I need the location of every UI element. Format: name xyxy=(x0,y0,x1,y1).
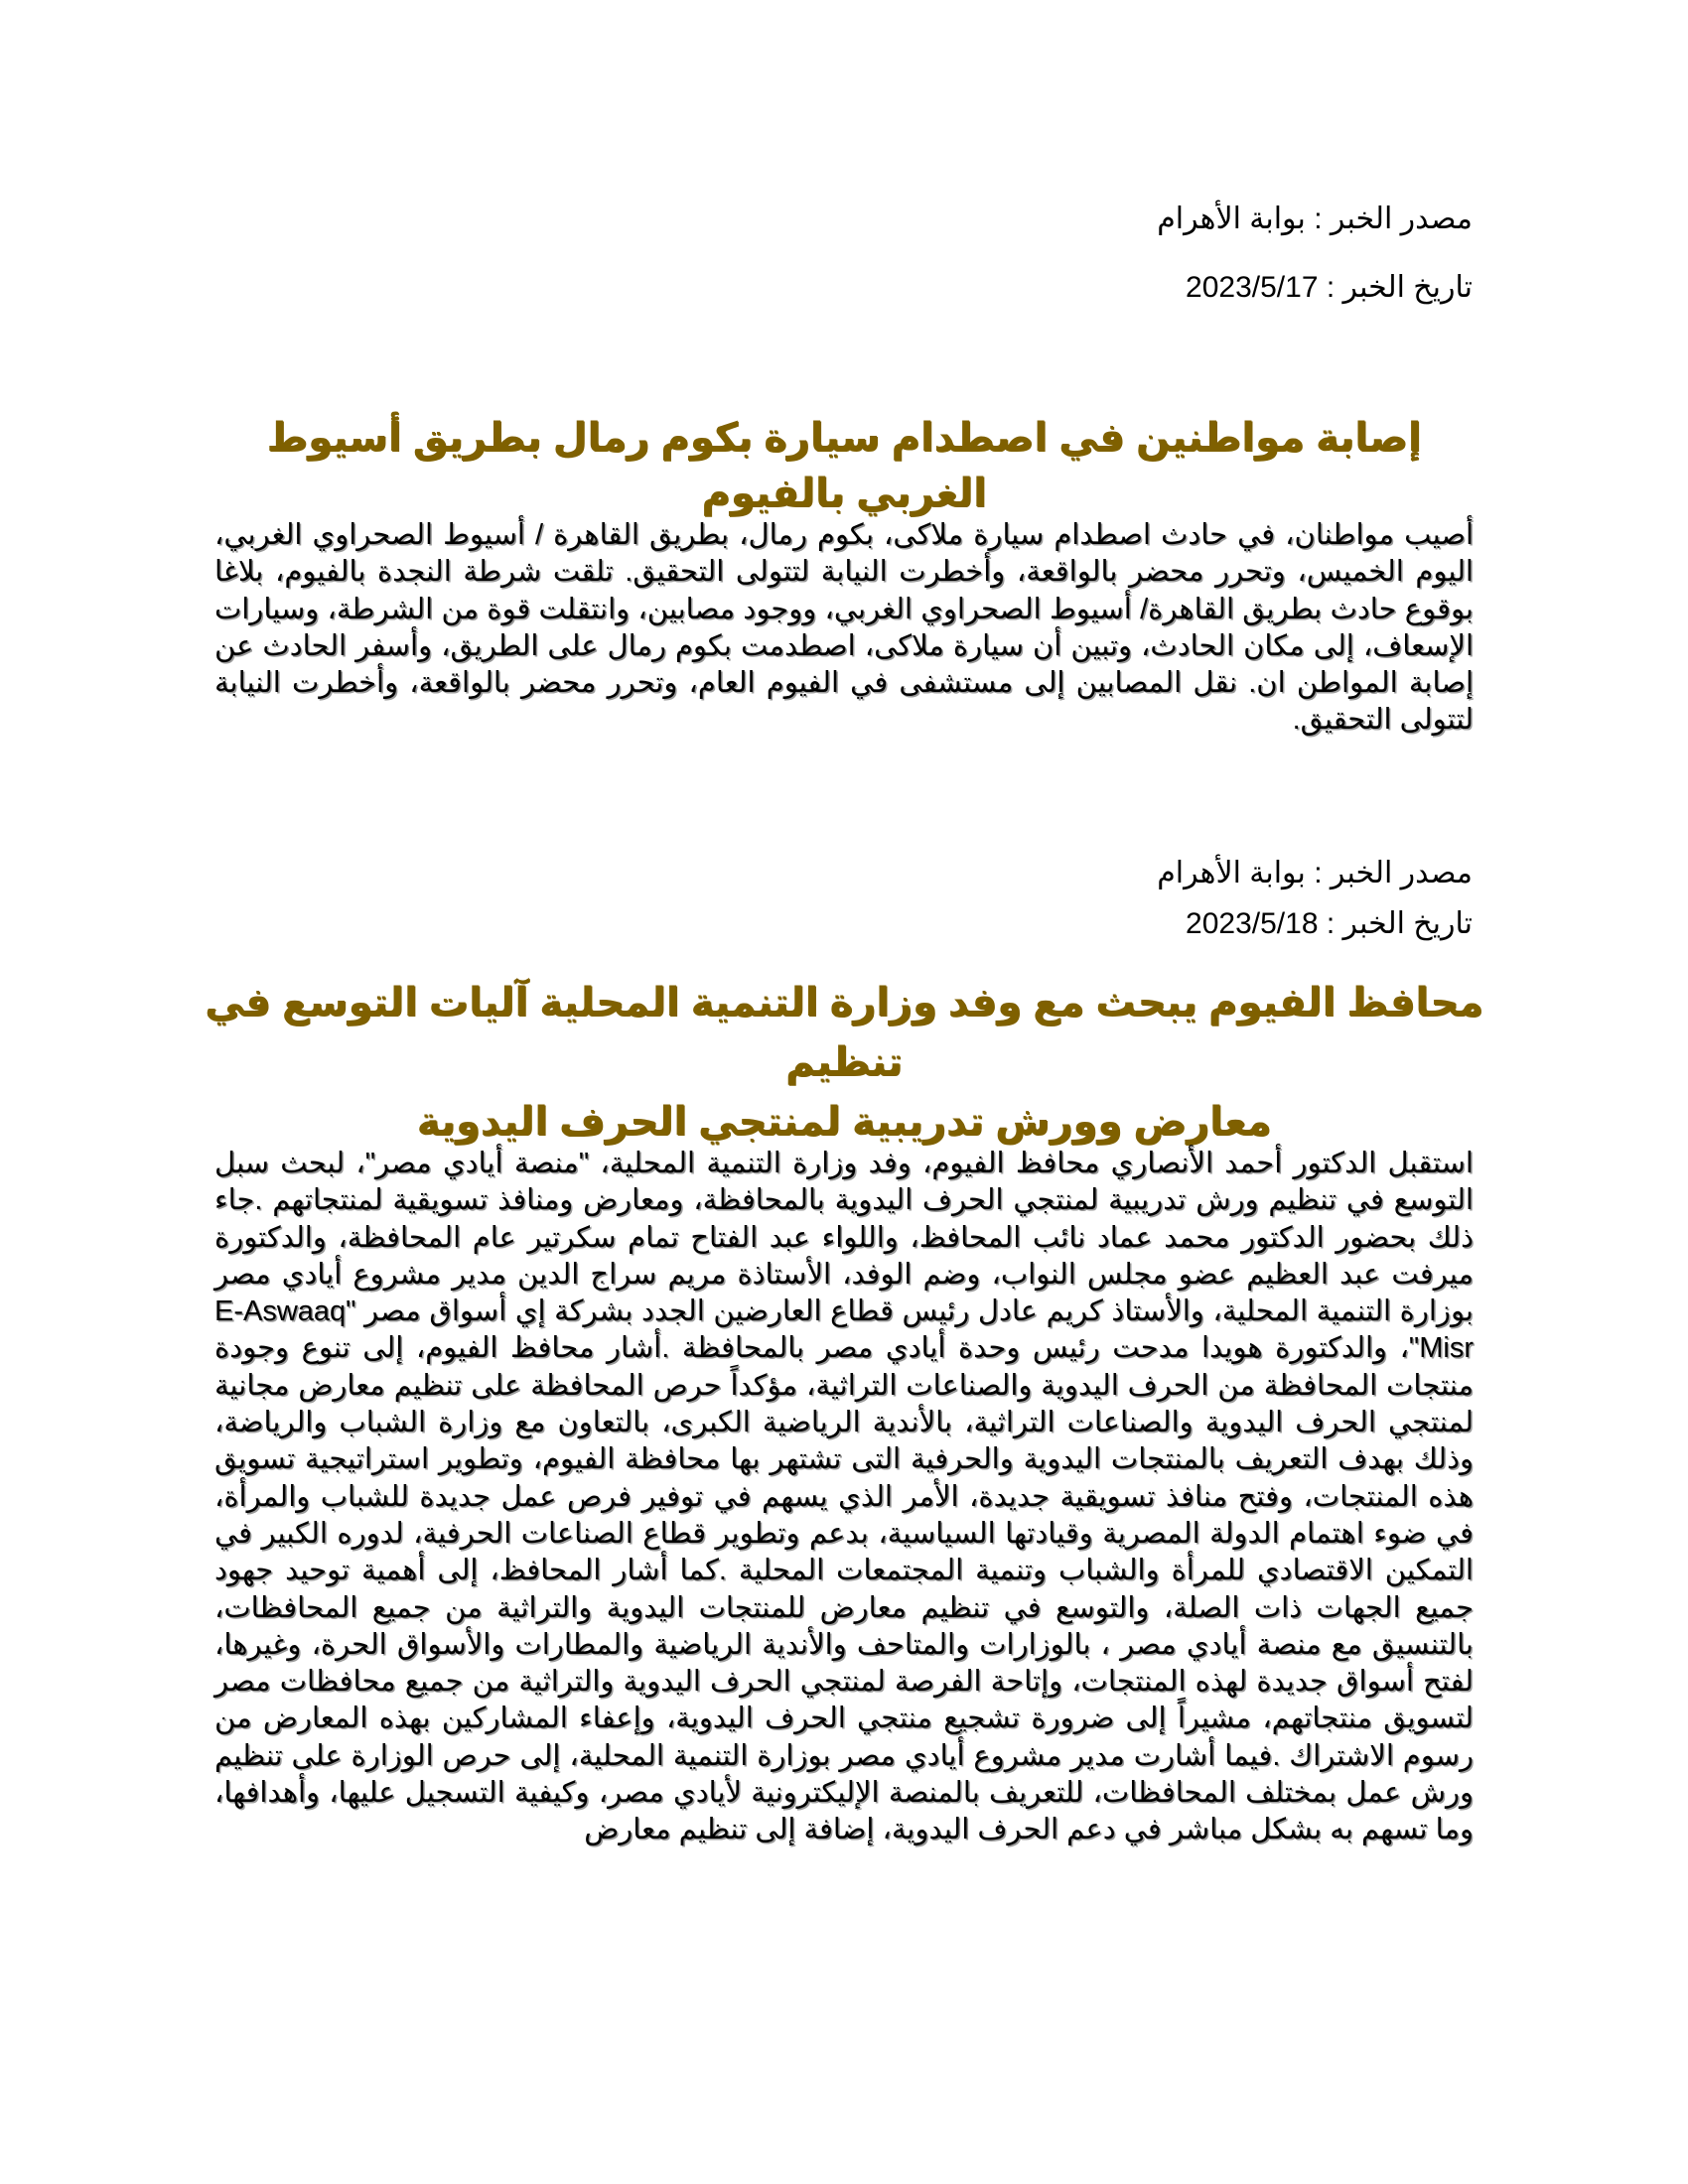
article-2-source: مصدر الخبر : بوابة الأهرام xyxy=(1157,857,1473,889)
article-2-headline xyxy=(199,973,1489,1152)
article-1-headline: إصابة مواطنين في اصطدام سيارة بكوم رمال بطريق أسيوط الغربي بالفيوم xyxy=(266,416,1422,515)
article-2-body: استقبل الدكتور أحمد الأنصاري محافظ الفيوم، وفد وزارة التنمية المحلية، "منصة أيادي مصر"، لبحث سبل التوسع في تنظيم ورش تدريبية لمنتجي الحرف اليدوية بالمحافظة، ومعارض ومنافذ تسويقية لمنتجاتهم .جاء ذلك بحضور الدكتور محمد عماد نائب المحافظ، واللواء عبد الفتاح تمام سكرتير عام المحافظة، والدكتورة ميرفت عبد العظيم عضو مجلس النواب، وضم الوفد، الأستاذة مريم سراج الدين مدير مشروع أيادي مصر بوزارة التنمية المحلية، والأستاذ كريم عادل رئيس قطاع العارضين الجدد بشركة إي أسواق مصر "E-Aswaaq Misr"، والدكتورة هويدا مدحت رئيس وحدة أيادي مصر بالمحافظة .أشار محافظ الفيوم، إلى تنوع وجودة منتجات المحافظة من الحرف اليدوية والصناعات التراثية، مؤكداً حرص المحافظة على تنظيم معارض مجانية لمنتجي الحرف اليدوية والصناعات التراثية، بالأندية الرياضية الكبرى، بالتعاون مع وزارة الشباب والرياضة، وذلك بهدف التعريف بالمنتجات اليدوية والحرفية التى تشتهر بها محافظة الفيوم، وتطوير استراتيجية تسويق هذه المنتجات، وفتح منافذ تسويقية جديدة، الأمر الذي يسهم في توفير فرص عمل جديدة للشباب والمرأة، في ضوء اهتمام الدولة المصرية وقيادتها السياسية، بدعم وتطوير قطاع الصناعات الحرفية، لدوره الكبير في التمكين الاقتصادي للمرأة والشباب وتنمية المجتمعات المحلية .كما أشار المحافظ، إلى أهمية توحيد جهود جميع الجهات ذات الصلة، والتوسع في تنظيم معارض للمنتجات اليدوية والتراثية من جميع المحافظات، بالتنسيق مع منصة أيادي مصر ، بالوزارات والمتاحف والأندية الرياضية والمطارات والأسواق الحرة، وغيرها، لفتح أسواق جديدة لهذه المنتجات، وإتاحة الفرصة لمنتجي الحرف اليدوية والتراثية من جميع محافظات مصر لتسويق منتجاتهم، مشيراً إلى ضرورة تشجيع منتجي الحرف اليدوية، وإعفاء المشاركين بهذه المعارض من رسوم الاشتراك .فيما أشارت مدير مشروع أيادي مصر بوزارة التنمية المحلية، إلى حرص الوزارة على تنظيم ورش عمل بمختلف المحافظات، للتعريف بالمنصة الإليكترونية لأيادي مصر، وكيفية التسجيل عليها، وأهدافها، وما تسهم به بشكل مباشر في دعم الحرف اليدوية، إضافة إلى تنظيم معارض xyxy=(214,1148,1475,1846)
article-1-date: تاريخ الخبر : 2023/5/17 xyxy=(1186,271,1473,304)
article-2-date: تاريخ الخبر : 2023/5/18 xyxy=(1186,907,1473,940)
article-1-body: أصيب مواطنان، في حادث اصطدام سيارة ملاكى، بكوم رمال، بطريق القاهرة / أسيوط الصحراوي الغربي، اليوم الخميس، وتحرر محضر بالواقعة، وأخطرت النيابة لتتولى التحقيق. تلقت شرطة النجدة بالفيوم، بلاغا بوقوع حادث بطريق القاهرة/ أسيوط الصحراوي الغربي، ووجود مصابين، وانتقلت قوة من الشرطة، وسيارات الإسعاف، إلى مكان الحادث، وتبين أن سيارة ملاكى، اصطدمت بكوم رمال على الطريق، وأسفر الحادث عن إصابة المواطن ان. نقل المصابين إلى مستشفى في الفيوم العام، وتحرر محضر بالواقعة، وأخطرت النيابة لتتولى التحقيق. xyxy=(214,519,1474,737)
article-1-source: مصدر الخبر : بوابة الأهرام xyxy=(1157,203,1473,235)
article-2-headline-line-1: محافظ الفيوم يبحث مع وفد وزارة التنمية المحلية آليات التوسع في تنظيم xyxy=(205,981,1483,1084)
article-2-headline-line-2: معارض وورش تدريبية لمنتجي الحرف اليدوية xyxy=(416,1100,1272,1144)
